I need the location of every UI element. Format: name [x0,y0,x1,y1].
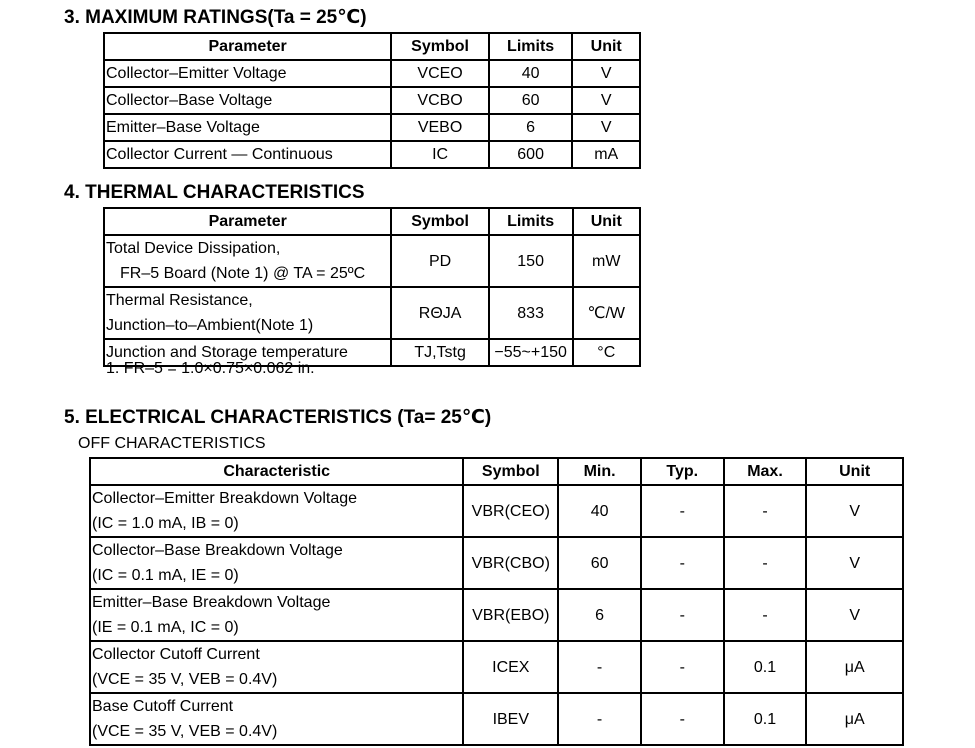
cell-unit: °C [573,339,640,366]
cell-limits: 40 [489,60,573,87]
cell-parameter: Collector Current — Continuous [104,141,391,168]
table-row [104,60,640,87]
cell-parameter [104,287,391,339]
cell-max: - [724,589,807,641]
table-row [90,537,903,589]
col-header-limits: Limits [489,208,573,235]
section-5-title: 5. ELECTRICAL CHARACTERISTICS (Ta= 25℃) [64,407,492,428]
cell-unit: V [806,537,903,589]
cell-characteristic [90,589,463,641]
cell-symbol: ICEX [463,641,558,693]
cell-typ: - [641,641,724,693]
table-row [104,87,640,114]
characteristic-line-2: (IE = 0.1 mA, IC = 0) [92,619,239,636]
cell-limits: −55~+150 [489,339,573,366]
characteristic-line-1: Emitter–Base Breakdown Voltage [92,594,331,611]
col-header-parameter: Parameter [104,33,391,60]
cell-symbol: VBR(CEO) [463,485,558,537]
col-header-unit: Unit [572,33,640,60]
characteristic-line-2: (VCE = 35 V, VEB = 0.4V) [92,671,278,688]
cell-characteristic [90,485,463,537]
table-row [90,693,903,745]
parameter-line-1: Total Device Dissipation, [106,240,281,257]
col-header-symbol: Symbol [391,208,488,235]
cell-symbol: IBEV [463,693,558,745]
thermal-footnote: 1. FR–5 = 1.0×0.75×0.062 in. [106,360,315,377]
col-header-characteristic: Characteristic [90,458,463,485]
col-header-limits: Limits [489,33,573,60]
cell-max: - [724,537,807,589]
cell-symbol: VEBO [391,114,489,141]
col-header-typ: Typ. [641,458,724,485]
characteristic-line-1: Collector–Base Breakdown Voltage [92,542,343,559]
table-row [90,589,903,641]
section-3-title: 3. MAXIMUM RATINGS(Ta = 25℃) [64,7,367,28]
characteristic-line-2: (IC = 0.1 mA, IE = 0) [92,567,239,584]
table-row [90,485,903,537]
parameter-line-2: Junction–to–Ambient(Note 1) [106,317,314,334]
cell-symbol: TJ,Tstg [391,339,488,366]
characteristic-line-2: (VCE = 35 V, VEB = 0.4V) [92,723,278,740]
table-row [104,114,640,141]
cell-max: 0.1 [724,641,807,693]
col-header-unit: Unit [573,208,640,235]
cell-min: 6 [558,589,641,641]
table-header-row [104,33,640,60]
cell-parameter [104,235,391,287]
col-header-max: Max. [724,458,807,485]
cell-symbol: IC [391,141,489,168]
section-5-subtitle: OFF CHARACTERISTICS [78,435,266,452]
cell-characteristic [90,641,463,693]
characteristic-line-1: Base Cutoff Current [92,698,234,715]
cell-unit: μA [806,693,903,745]
cell-min: - [558,693,641,745]
parameter-line-2: FR–5 Board (Note 1) @ TA = 25ºC [120,265,366,282]
cell-unit: μA [806,641,903,693]
col-header-min: Min. [558,458,641,485]
cell-limits: 833 [489,287,573,339]
parameter-line-1: Thermal Resistance, [106,292,253,309]
col-header-unit: Unit [806,458,903,485]
cell-symbol: VCBO [391,87,489,114]
table-row [104,287,640,339]
cell-min: 60 [558,537,641,589]
cell-characteristic [90,693,463,745]
cell-limits: 150 [489,235,573,287]
table-header-row [104,208,640,235]
electrical-table [89,457,904,746]
table-header-row [90,458,903,485]
cell-parameter: Emitter–Base Voltage [104,114,391,141]
cell-limits: 6 [489,114,573,141]
cell-parameter: Collector–Base Voltage [104,87,391,114]
table-row [104,141,640,168]
cell-unit: V [572,114,640,141]
cell-characteristic [90,537,463,589]
col-header-symbol: Symbol [463,458,558,485]
cell-unit: V [572,60,640,87]
cell-symbol: VCEO [391,60,489,87]
cell-parameter: Collector–Emitter Voltage [104,60,391,87]
table-row [104,235,640,287]
max-ratings-table [103,32,641,169]
cell-symbol: RΘJA [391,287,488,339]
cell-typ: - [641,589,724,641]
cell-unit: mA [572,141,640,168]
cell-limits: 60 [489,87,573,114]
cell-max: - [724,485,807,537]
cell-min: 40 [558,485,641,537]
cell-unit: V [806,589,903,641]
cell-typ: - [641,693,724,745]
cell-typ: - [641,537,724,589]
cell-unit: mW [573,235,640,287]
col-header-symbol: Symbol [391,33,489,60]
col-header-parameter: Parameter [104,208,391,235]
characteristic-line-1: Collector Cutoff Current [92,646,260,663]
cell-symbol: PD [391,235,488,287]
characteristic-line-2: (IC = 1.0 mA, IB = 0) [92,515,239,532]
cell-symbol: VBR(EBO) [463,589,558,641]
cell-symbol: VBR(CBO) [463,537,558,589]
cell-parameter: Junction and Storage temperature [104,339,391,366]
thermal-table [103,207,641,367]
characteristic-line-1: Collector–Emitter Breakdown Voltage [92,490,358,507]
cell-unit: V [806,485,903,537]
table-row [90,641,903,693]
cell-limits: 600 [489,141,573,168]
cell-min: - [558,641,641,693]
cell-typ: - [641,485,724,537]
cell-max: 0.1 [724,693,807,745]
section-4-title: 4. THERMAL CHARACTERISTICS [64,182,365,203]
cell-unit: ℃/W [573,287,640,339]
cell-unit: V [572,87,640,114]
